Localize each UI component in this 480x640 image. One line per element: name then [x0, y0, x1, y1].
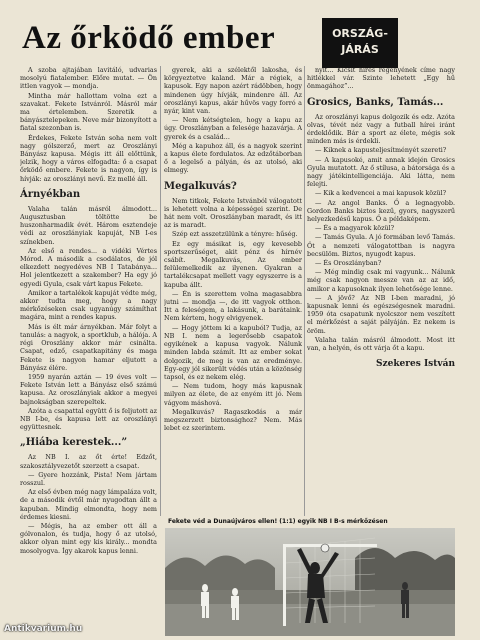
paragraph: — És a magyarok közül? [315, 224, 395, 233]
watermark: Antikvarium.hu [4, 624, 83, 634]
paragraph: 1959 nyarán aztán — 19 éves volt — Fekete István lett a Bányász első számú kapusa. Az oroszlányiak akkor a megyei bajnokságban szerepeltek. [20, 372, 157, 406]
article-column-1 [20, 66, 157, 638]
paragraph: — Kiknek a kapusteljesítményét szereti? [315, 146, 447, 155]
goalkeeper-photo-image [165, 528, 455, 636]
section-label-line-2: JÁRÁS [341, 43, 379, 56]
author-signature: Szekeres István [375, 359, 455, 370]
article-headline: Az őrködő ember [22, 20, 276, 56]
column-divider [304, 66, 305, 516]
subheading: Grosics, Banks, Tamás... [307, 96, 444, 108]
paragraph: — A jövő? Az NB I-ben maradni, jó kapusnak lenni és egészségesnek maradni. 1959 óta csapatunk nyolcszor nem veszített el mérkőzést a saját pályáján. Ez nekem is öröm. [307, 293, 455, 335]
paragraph: Mintha már hallottam volna ezt a szavakat. Fekete Istvánról. Másról már ma értelemben. Szeretik a bányásztelepeken. Neve már bizonyított a fiatal szezonban is. [20, 91, 157, 133]
paragraph: Megalkuvás? Ragaszkodás a már megszerzett biztonsághoz? Nem. Más lebet ez szerintem. [164, 407, 302, 433]
photo-caption: Fekete véd a Dunaújváros ellen! (1:1) egyik NB I B-s mérkőzésen [168, 518, 388, 525]
paragraph: — A kapusoké, amit annak idején Grosics Gyula mutatott. Az ő stílusa, a bátorsága és a nagy játékintelligenciája. Aki látta, nem felejti. [307, 155, 455, 189]
paragraph: Azóta a csapattal együtt ő is feljutott az NB I-be, és kapusa lett az oroszlányi együttesnek. [20, 406, 157, 432]
paragraph: — És Oroszlányban? [315, 259, 382, 268]
subheading: Megalkuvás? [164, 180, 237, 192]
paragraph: Az első a rendes... a vidéki Vértes Mórod. A második a csodálatos, de jól elkezdett negyedéves NB I Tatabánya... Hol jelentkezett a szakember? Ha egy jó egyedi Gyula, csak várt kapus Fekete. [20, 246, 157, 288]
paragraph: — Gyere hozzánk, Pista! Nem jártam rosszul. [20, 470, 157, 487]
paragraph: Az oroszlányi kapus dolgozik és edz. Azóta olvas, tévét néz vagy a futball hírei iránt érdeklődik. Bár a sport az élete, mégis sok minden más is érdekli. [307, 112, 455, 146]
paragraph: Még a kapuhoz áll, és a nagyok szerint a kapus élete fordulatos. Az edzőtáborban ő a legelső a pályán, és az utolsó, aki elmegy. [164, 141, 302, 175]
goalkeeper-photo [165, 528, 455, 636]
paragraph: — Nem kétségtelen, hogy a kapu az úgy. Oroszlányban a felesége hazavárja. A gyerek és a család... [164, 116, 302, 141]
paragraph: — Mégis, ha az ember ott áll a gólvonalon, és tudja, hogy ő az utolsó, akkor olyan mint egy kis király... mondta mosolyogva. Így akarok kapus lenni. [20, 521, 157, 555]
paragraph: Szép ezt asszetzülünk a tényre: hűség. [172, 230, 298, 239]
paragraph: Valaha talán másról álmodott. Most itt van, a helyén, és ott várja őt a kapu. [307, 335, 455, 353]
paragraph: gyerek, aki a szélektől lakosha, és körgyeztetve kaland. Már a régiek, a kapusok. Egy napon azért rádöbben, hogy mindenen úgy hívják, mindenre áll. Az oroszlányi kapus, akár hűvös vagy forró a nyár, kint van. [164, 66, 302, 116]
section-label-line-1: ORSZÁG- [332, 27, 388, 40]
paragraph: Amikor a tartalékok kapuját védte még, akkor tudta meg, hogy a nagy mérkőzéseken csak ugyanúgy számíthat magára, mint a rendes kapus. [20, 288, 157, 322]
paragraph: — Még mindig csak mi vagyunk... Nálunk még csak nagyon messze van az az idő, amikor a kapusoknak ilyen lehetősége lenne. [307, 268, 455, 293]
paragraph: nyit... Kicsit híres regényének címe nagy hitlékkel vár. Szinte lehetett „Egy hű önmagához”... [307, 66, 455, 91]
subheading: „Hiába kerestek...” [20, 437, 128, 449]
paragraph: Az NB I. az őt érte! Edzőt, szakosztályvezetőt szerzett a csapat. [20, 453, 157, 470]
paragraph: — Nem tudom, hogy más kapusnak milyen az élete, de az enyém itt jó. Nem vágyom máshová. [164, 382, 302, 407]
column-divider [160, 66, 161, 516]
paragraph: — Kik a kedvencei a mai kapusok közül? [315, 189, 447, 198]
subheading: Árnyékban [20, 188, 81, 200]
paragraph: Valaha talán másról álmodott... Augusztusban töltötte be huszonharmadik évét. Három esztendeje védi az oroszlányiak kapuját, NB I-es színekben. [20, 204, 157, 246]
paragraph: — Tamás Gyula. A jó formában levő Tamás. Őt a nemzeti válogatottban is nagyra becsülöm. Biztos, nyugodt kapus. [307, 233, 455, 258]
paragraph: Más is élt már árnyékban. Már folyt a tanulás: a nagyok, a sportklub, a hálója. A régi Oroszlány akkor már csinálta. Csapat, edző, csapatkapitány és maga Fekete is nagyon hamar eljutott a Bányász élére. [20, 322, 157, 372]
paragraph: A szoba ajtajában lavitáló, udvarias mosolyú fiatalember. Előre mutat. — Ön ittlen vagyok — mondja. [20, 66, 157, 91]
article-column-3 [307, 66, 455, 506]
section-label-box [322, 18, 398, 68]
paragraph: Ez egy másikat is, egy kevesebb sportszerűséget, akit pénz és hírnév csábít. Megalkuvás, Az ember felülemelkedik az ilyenen. Gyakran a tartalékcsapat mellett vagy egyszerre is a kapuba állt. [164, 239, 302, 289]
article-column-2 [164, 66, 302, 506]
paragraph: — Az angol Banks. Ő a legnagyobb. Gordon Banks biztos kezű, gyors, nagyszerű helyezkedésű kapus. Ő a példaképem. [307, 198, 455, 224]
paragraph: Érdekes, Fekete István soha nem volt nagy gólszerző, mert az Oroszlányi Bányász kapusa. Mégis itt áll előttünk, jelzik, hogy a város elfogadta: ő a csapat őrködő embere. Fekete is nagyon, így is hívják: az oroszlányi nevű. Ez mellé áll. [20, 133, 157, 183]
paragraph: — Hogy jöttem ki a kapuból? Tudja, az NB I. nem a legerősebb csapatok egyikének a kapusa vagyok. Nálunk minden labda számít. Itt az ember sokat dolgozik, de meg is van az eredménye. Egy-egy jól sikerült védés után a közönség tapsol, és ez nekem elég. [164, 323, 302, 381]
paragraph: — Én is szerettem volna magasabbra jutni — mondja —, de itt vagyok otthon. Itt a feleségem, a lakásunk, a barátaink. Nem kértem, hogy elvigyenek. [164, 289, 302, 323]
paragraph: Nem titkok, Fekete Istvánból válogatott is lehetett volna a képességei szerint. De hát nem volt. Oroszlányban maradt, és itt az is maradt. [164, 196, 302, 230]
paragraph: Az első évben még nagy lámpaláza volt, de a második évtől már nyugodtan állt a kapuban. Mindig elmondta, hogy nem érdemes kiesni. [20, 488, 157, 521]
